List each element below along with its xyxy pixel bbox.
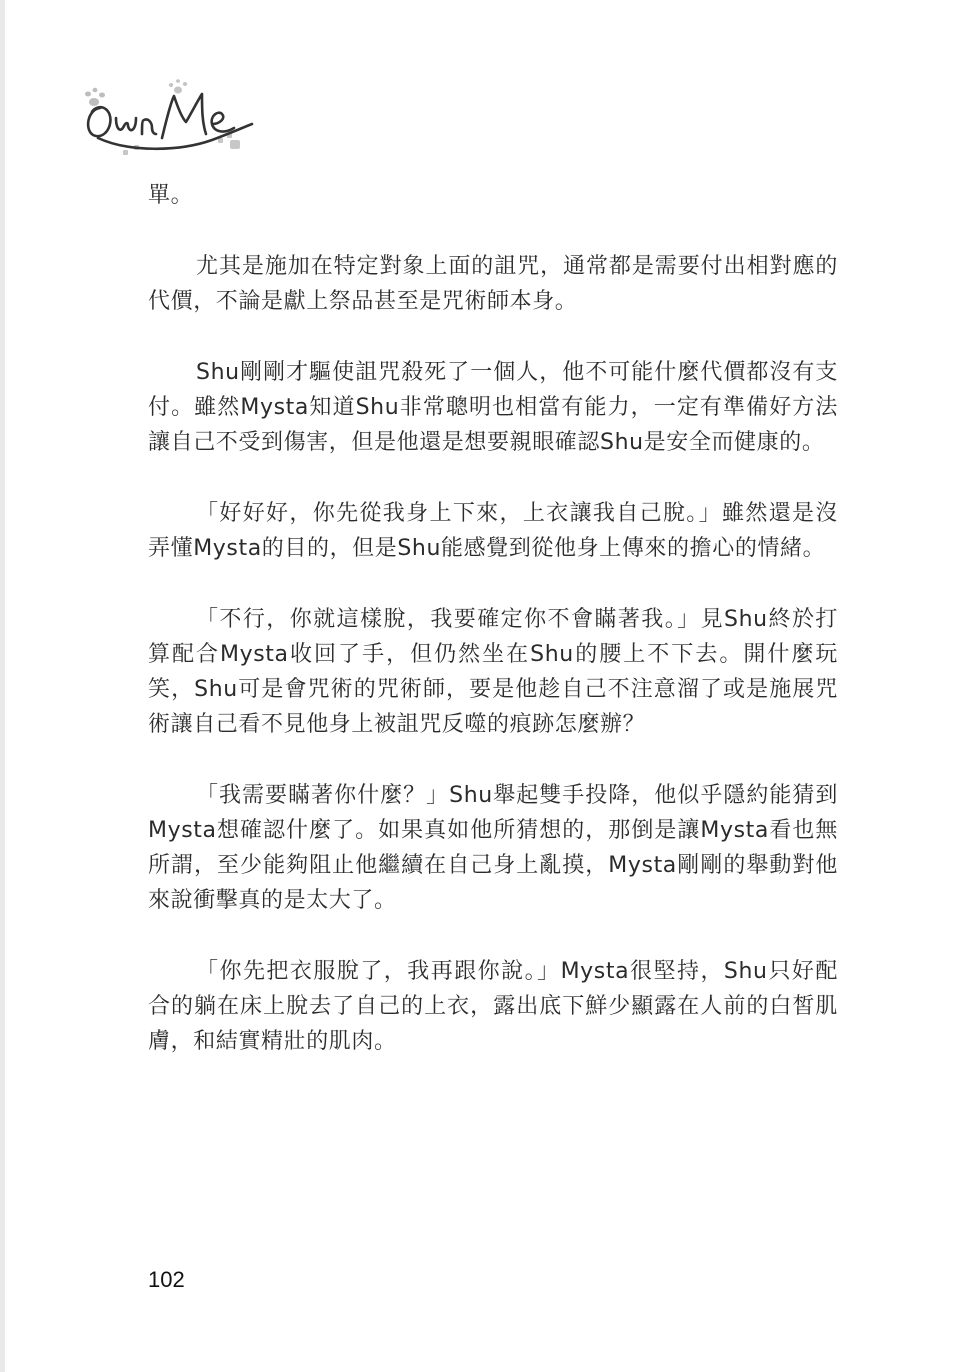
page-edge <box>0 0 5 1372</box>
ownme-logo <box>78 78 263 158</box>
paragraph: 單。 <box>148 183 194 208</box>
text-body <box>148 178 838 1095</box>
paw-print-icon <box>169 79 187 93</box>
paragraph: Shu剛剛才驅使詛咒殺死了一個人，他不可能什麼代價都沒有支付。雖然Mysta知道Shu非常聰明也相當有能力，一定有準備好方法讓自己不受到傷害，但是他還是想要親眼確認Shu是安全而健康的。 <box>148 360 838 455</box>
paragraph: 「我需要瞞著你什麼？」Shu舉起雙手投降，他似乎隱約能猜到Mysta想確認什麼了。如果真如他所猜想的，那倒是讓Mysta看也無所謂，至少能夠阻止他繼續在自己身上亂摸，Mysta剛剛的舉動對他來說衝擊真的是太大了。 <box>148 783 838 913</box>
paragraph: 「好好好，你先從我身上下來，上衣讓我自己脫。」雖然還是沒弄懂Mysta的目的，但是Shu能感覺到從他身上傳來的擔心的情緒。 <box>148 501 838 561</box>
paragraph: 「不行，你就這樣脫，我要確定你不會瞞著我。」見Shu終於打算配合Mysta收回了手，但仍然坐在Shu的腰上不下去。開什麼玩笑，Shu可是會咒術的咒術師，要是他趁自己不注意溜了或是施展咒術讓自己看不見他身上被詛咒反噬的痕跡怎麼辦？ <box>148 607 838 737</box>
paragraph: 「你先把衣服脫了，我再跟你說。」Mysta很堅持，Shu只好配合的躺在床上脫去了自己的上衣，露出底下鮮少顯露在人前的白皙肌膚，和結實精壯的肌肉。 <box>148 959 838 1054</box>
page-number: 102 <box>148 1267 185 1292</box>
paragraph: 尤其是施加在特定對象上面的詛咒，通常都是需要付出相對應的代價，不論是獻上祭品甚至是咒術師本身。 <box>148 254 838 314</box>
paw-print-icon <box>85 88 105 106</box>
logo-lettering <box>88 94 252 149</box>
